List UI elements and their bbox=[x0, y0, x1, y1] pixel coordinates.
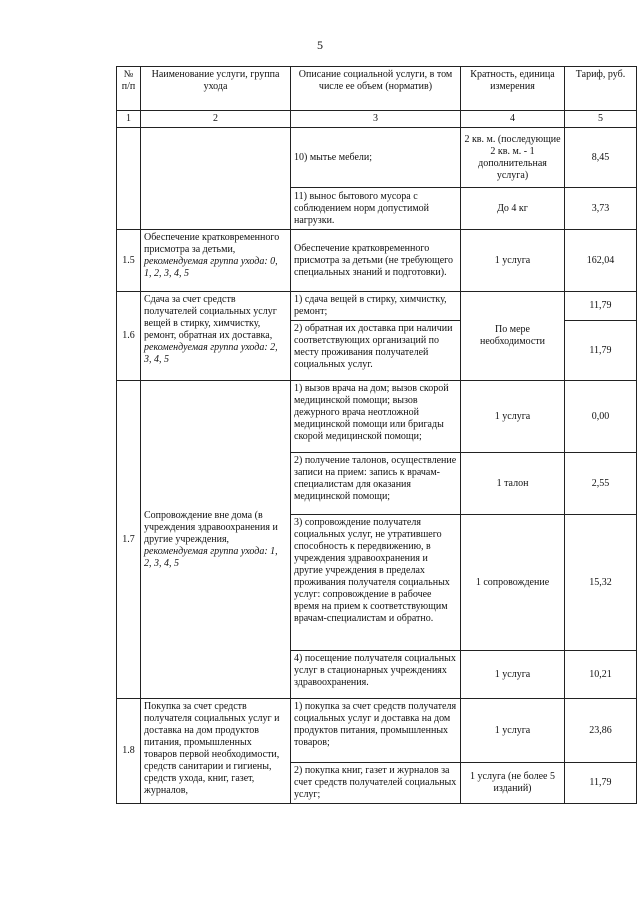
desc-cell: 1) сдача вещей в стирку, химчистку, ремонт; bbox=[291, 292, 461, 321]
table-row-1-7 bbox=[117, 381, 637, 453]
tariff-cell: 2,55 bbox=[565, 453, 637, 515]
desc-cell: 4) посещение получателя социальных услуг в стационарных учреждениях здравоохранения. bbox=[291, 651, 461, 699]
desc-cell: 3) сопровождение получателя социальных услуг, не утратившего способность к передвижению, в учреждения здравоохранения и другие учреждения в пределах проживания получателя социальных услуг: сопровождение в рабочее время на прием к соответствующим врачам-специалистам и обратно. bbox=[291, 515, 461, 651]
num-cell: 1.6 bbox=[117, 292, 141, 381]
freq-cell: 1 услуга (не более 5 изданий) bbox=[461, 763, 565, 804]
table-header-row bbox=[117, 67, 637, 111]
care-group: рекомендуемая группа ухода: 2, 3, 4, 5 bbox=[144, 342, 278, 365]
service-name: Сдача за счет средств получателей социальных услуг вещей в стирку, химчистку, ремонт, обратная их доставка, bbox=[144, 294, 277, 341]
desc-cell: 2) покупка книг, газет и журналов за счет средств получателей социальных услуг; bbox=[291, 763, 461, 804]
name-cell bbox=[141, 128, 291, 230]
tariff-cell: 8,45 bbox=[565, 128, 637, 188]
tariff-cell: 23,86 bbox=[565, 699, 637, 763]
tariff-cell: 11,79 bbox=[565, 321, 637, 381]
index-row bbox=[117, 111, 637, 128]
index-cell: 4 bbox=[461, 111, 565, 128]
index-cell: 5 bbox=[565, 111, 637, 128]
header-desc: Описание социальной услуги, в том числе ее объем (норматив) bbox=[291, 67, 461, 111]
index-cell: 2 bbox=[141, 111, 291, 128]
tariff-cell: 11,79 bbox=[565, 292, 637, 321]
tariff-cell: 10,21 bbox=[565, 651, 637, 699]
tariff-cell: 15,32 bbox=[565, 515, 637, 651]
name-cell bbox=[141, 230, 291, 292]
freq-cell: 1 сопровождение bbox=[461, 515, 565, 651]
header-num: № п/п bbox=[117, 67, 141, 111]
num-cell: 1.5 bbox=[117, 230, 141, 292]
desc-cell: 2) обратная их доставка при наличии соответствующих организаций по месту проживания получателей социальных услуг. bbox=[291, 321, 461, 381]
freq-cell: До 4 кг bbox=[461, 188, 565, 230]
num-cell: 1.8 bbox=[117, 699, 141, 804]
name-cell bbox=[141, 292, 291, 381]
tariff-cell: 3,73 bbox=[565, 188, 637, 230]
table-row-1-6 bbox=[117, 292, 637, 321]
tariff-cell: 162,04 bbox=[565, 230, 637, 292]
care-group: рекомендуемая группа ухода: 0, 1, 2, 3, 4, 5 bbox=[144, 256, 278, 279]
table-row bbox=[117, 128, 637, 188]
desc-cell: 10) мытье мебели; bbox=[291, 128, 461, 188]
freq-cell: 1 услуга bbox=[461, 230, 565, 292]
header-freq: Кратность, единица измерения bbox=[461, 67, 565, 111]
header-name: Наименование услуги, группа ухода bbox=[141, 67, 291, 111]
freq-cell: 1 услуга bbox=[461, 381, 565, 453]
name-cell bbox=[141, 381, 291, 699]
care-group: рекомендуемая группа ухода: 1, 2, 3, 4, 5 bbox=[144, 545, 278, 569]
desc-cell: 11) вынос бытового мусора с соблюдением норм допустимой нагрузки. bbox=[291, 188, 461, 230]
header-tariff: Тариф, руб. bbox=[565, 67, 637, 111]
services-table bbox=[116, 66, 637, 804]
page-number: 5 bbox=[317, 38, 323, 52]
index-cell: 3 bbox=[291, 111, 461, 128]
table-row-1-5 bbox=[117, 230, 637, 292]
freq-cell: 1 услуга bbox=[461, 651, 565, 699]
index-cell: 1 bbox=[117, 111, 141, 128]
table-row-1-8 bbox=[117, 699, 637, 763]
tariff-cell: 11,79 bbox=[565, 763, 637, 804]
freq-cell: 2 кв. м. (последующие 2 кв. м. - 1 дополнительная услуга) bbox=[461, 128, 565, 188]
freq-cell: По мере необходимости bbox=[461, 292, 565, 381]
desc-cell: Обеспечение кратковременного присмотра за детьми (не требующего специальных знаний и подготовки). bbox=[291, 230, 461, 292]
num-cell: 1.7 bbox=[117, 381, 141, 699]
num-cell bbox=[117, 128, 141, 230]
desc-cell: 1) вызов врача на дом; вызов скорой медицинской помощи; вызов дежурного врача неотложной медицинской помощи или бригады скорой медицинской помощи; bbox=[291, 381, 461, 453]
tariff-cell: 0,00 bbox=[565, 381, 637, 453]
desc-cell: 2) получение талонов, осуществление записи на прием: запись к врачам-специалистам для оказания медицинской помощи; bbox=[291, 453, 461, 515]
freq-cell: 1 услуга bbox=[461, 699, 565, 763]
service-name: Обеспечение кратковременного присмотра за детьми, bbox=[144, 232, 280, 255]
name-cell: Покупка за счет средств получателя социальных услуг и доставка на дом продуктов питания, промышленных товаров первой необходимости, средств санитарии и гигиены, средств ухода, книг, газет, журналов, bbox=[141, 699, 291, 804]
freq-cell: 1 талон bbox=[461, 453, 565, 515]
desc-cell: 1) покупка за счет средств получателя социальных услуг и доставка на дом продуктов питания, промышленных товаров; bbox=[291, 699, 461, 763]
service-name: Сопровождение вне дома (в учреждения здравоохранения и другие учреждения, bbox=[144, 509, 278, 545]
